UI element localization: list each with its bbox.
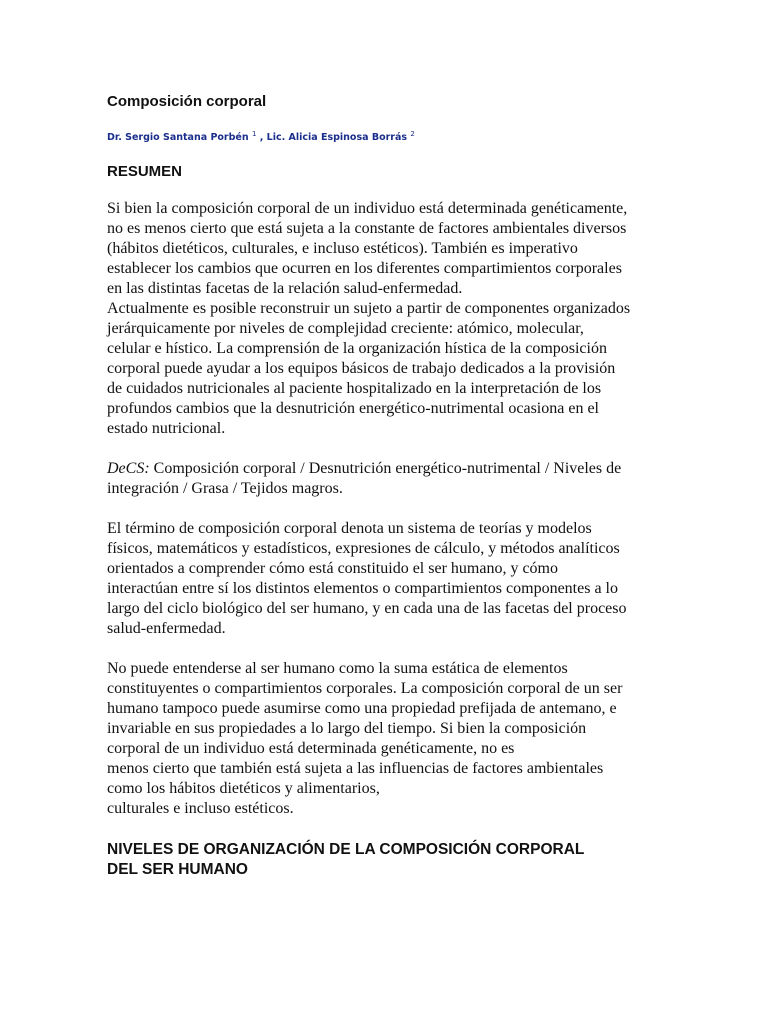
author-1: Dr. Sergio Santana Porbén — [107, 132, 249, 144]
author-1-affiliation-mark: 1 — [251, 130, 257, 138]
abstract-line: en las distintas facetas de la relación salud-enfermedad. — [107, 280, 463, 297]
section-heading-line: NIVELES DE ORGANIZACIÓN DE LA COMPOSICIÓN CORPORAL — [107, 841, 585, 858]
section-heading — [107, 840, 584, 880]
abstract-line: establecer los cambios que ocurren en los diferentes compartimientos corporales — [107, 260, 622, 277]
paragraph-line: No puede entenderse al ser humano como la suma estática de elementos — [107, 660, 568, 677]
paragraph-line: culturales e incluso estéticos. — [107, 800, 294, 817]
author-separator: , — [256, 132, 267, 144]
resumen-heading: RESUMEN — [107, 163, 183, 180]
paragraph-line: salud-enfermedad. — [107, 620, 226, 637]
paragraph-line: El término de composición corporal denota un sistema de teorías y modelos — [107, 520, 592, 537]
paragraph-line: menos cierto que también está sujeta a las influencias de factores ambientales — [107, 760, 604, 777]
body-paragraph-definition — [107, 519, 627, 639]
decs-keywords-text: Composición corporal / Desnutrición energético-nutrimental / Niveles de — [149, 460, 622, 477]
paragraph-line: orientados a comprender cómo está constituido el ser humano, y cómo — [107, 560, 558, 577]
abstract-line: celular e hístico. La comprensión de la organización hística de la composición — [107, 340, 607, 357]
document-title: Composición corporal — [107, 93, 267, 110]
paragraph-line: como los hábitos dietéticos y alimentarios, — [107, 780, 380, 797]
paragraph-line: constituyentes o compartimientos corporales. La composición corporal de un ser — [107, 680, 623, 697]
decs-keywords-paragraph — [107, 459, 621, 499]
paragraph-line: invariable en sus propiedades a lo largo del tiempo. Si bien la composición — [107, 720, 587, 737]
author-2: Lic. Alicia Espinosa Borrás — [266, 132, 408, 144]
paragraph-line: físicos, matemáticos y estadísticos, expresiones de cálculo, y métodos analíticos — [107, 540, 620, 557]
abstract-line: profundos cambios que la desnutrición energético-nutrimental ocasiona en el — [107, 400, 599, 417]
abstract-line: (hábitos dietéticos, culturales, e incluso estéticos). También es imperativo — [107, 240, 578, 257]
paragraph-line: largo del ciclo biológico del ser humano, y en cada una de las facetas del proceso — [107, 600, 627, 617]
paragraph-line: interactúan entre sí los distintos elementos o compartimientos componentes a lo — [107, 580, 618, 597]
abstract-line: estado nutricional. — [107, 420, 226, 437]
abstract-line: corporal puede ayudar a los equipos básicos de trabajo dedicados a la provisión — [107, 360, 616, 377]
decs-label: DeCS: — [107, 460, 150, 477]
abstract-line: no es menos cierto que está sujeta a la constante de factores ambientales diversos — [107, 220, 627, 237]
section-heading-line: DEL SER HUMANO — [107, 861, 248, 878]
abstract-line: Actualmente es posible reconstruir un sujeto a partir de componentes organizados — [107, 300, 631, 317]
paragraph-line: humano tampoco puede asumirse como una propiedad prefijada de antemano, e — [107, 700, 617, 717]
abstract-line: jerárquicamente por niveles de complejidad creciente: atómico, molecular, — [107, 320, 584, 337]
abstract-paragraph — [107, 199, 630, 439]
abstract-line: de cuidados nutricionales al paciente hospitalizado en la interpretación de los — [107, 380, 602, 397]
author-line — [107, 130, 415, 143]
body-paragraph-human — [107, 659, 622, 819]
author-2-affiliation-mark: 2 — [410, 130, 415, 138]
paragraph-line: corporal de un individuo está determinada genéticamente, no es — [107, 740, 515, 757]
abstract-line: Si bien la composición corporal de un individuo está determinada genéticamente, — [107, 200, 628, 217]
decs-line: integración / Grasa / Tejidos magros. — [107, 480, 343, 497]
decs-line — [107, 459, 621, 479]
